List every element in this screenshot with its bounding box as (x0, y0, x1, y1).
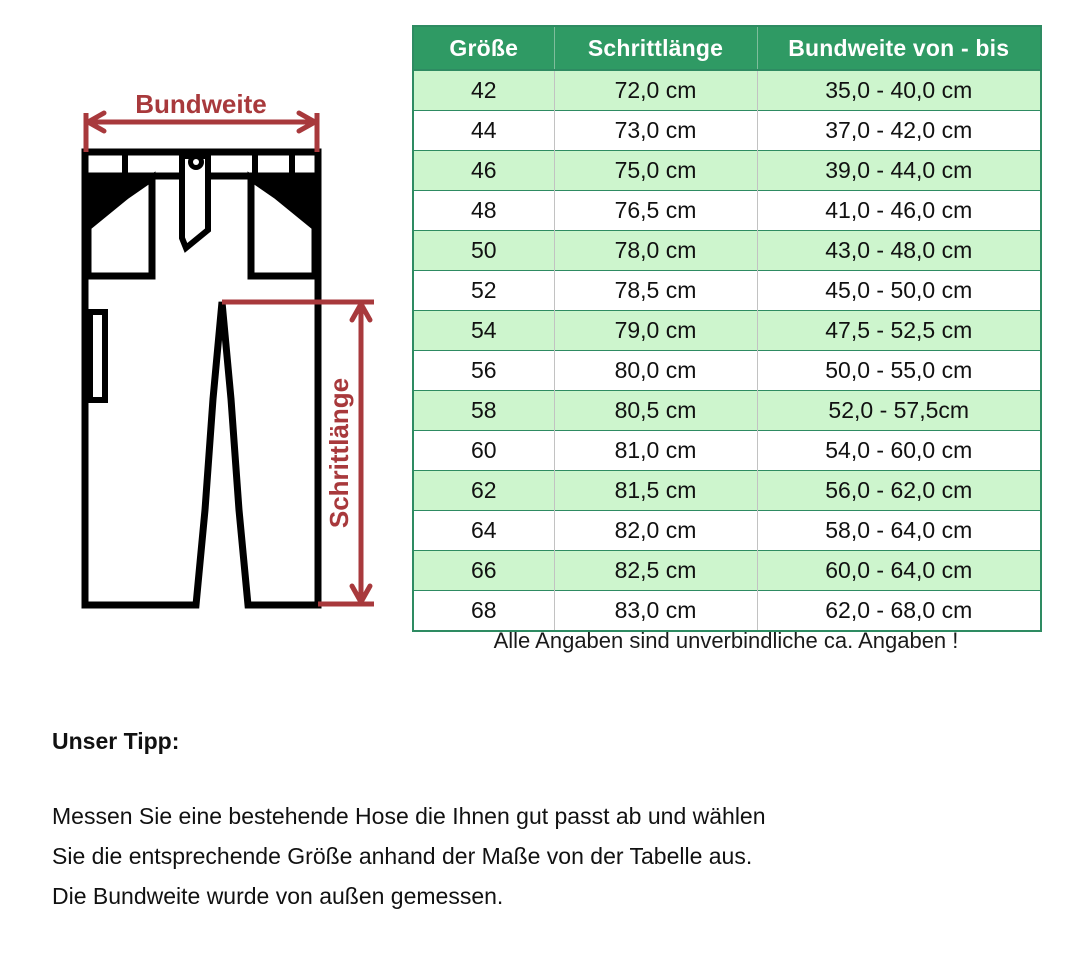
cell-bundweite: 45,0 - 50,0 cm (757, 271, 1041, 311)
cell-bundweite: 54,0 - 60,0 cm (757, 431, 1041, 471)
trouser-diagram-svg (0, 0, 400, 650)
tip-heading: Unser Tipp: (52, 728, 180, 754)
cell-groesse: 62 (413, 471, 554, 511)
table-row (413, 551, 1041, 591)
table-row (413, 391, 1041, 431)
cell-bundweite: 43,0 - 48,0 cm (757, 231, 1041, 271)
cell-schrittlaenge: 78,5 cm (554, 271, 757, 311)
cell-groesse: 56 (413, 351, 554, 391)
cell-bundweite: 35,0 - 40,0 cm (757, 70, 1041, 111)
cell-groesse: 54 (413, 311, 554, 351)
cell-bundweite: 50,0 - 55,0 cm (757, 351, 1041, 391)
size-table (412, 25, 1042, 632)
column-header-groesse: Größe (413, 26, 554, 70)
column-header-bundweite: Bundweite von - bis (757, 26, 1041, 70)
table-row (413, 191, 1041, 231)
cell-schrittlaenge: 80,0 cm (554, 351, 757, 391)
table-row (413, 111, 1041, 151)
cell-schrittlaenge: 76,5 cm (554, 191, 757, 231)
bundweite-label: Bundweite (135, 89, 267, 119)
cell-groesse: 42 (413, 70, 554, 111)
cell-bundweite: 41,0 - 46,0 cm (757, 191, 1041, 231)
cell-bundweite: 37,0 - 42,0 cm (757, 111, 1041, 151)
cell-bundweite: 60,0 - 64,0 cm (757, 551, 1041, 591)
table-footnote: Alle Angaben sind unverbindliche ca. Angaben ! (493, 628, 959, 653)
cell-bundweite: 52,0 - 57,5cm (757, 391, 1041, 431)
cell-schrittlaenge: 82,0 cm (554, 511, 757, 551)
table-row (413, 511, 1041, 551)
cell-schrittlaenge: 80,5 cm (554, 391, 757, 431)
table-row (413, 311, 1041, 351)
cell-bundweite: 39,0 - 44,0 cm (757, 151, 1041, 191)
button-icon (188, 154, 204, 170)
tip-line: Die Bundweite wurde von außen gemessen. (52, 882, 504, 909)
cell-groesse: 44 (413, 111, 554, 151)
tip-block (52, 728, 1012, 920)
size-table-container (412, 25, 1040, 632)
cell-bundweite: 58,0 - 64,0 cm (757, 511, 1041, 551)
table-row (413, 471, 1041, 511)
table-row (413, 151, 1041, 191)
cell-bundweite: 56,0 - 62,0 cm (757, 471, 1041, 511)
cell-schrittlaenge: 81,0 cm (554, 431, 757, 471)
cell-schrittlaenge: 72,0 cm (554, 70, 757, 111)
cell-groesse: 64 (413, 511, 554, 551)
size-table-body (413, 70, 1041, 631)
cell-schrittlaenge: 78,0 cm (554, 231, 757, 271)
cell-schrittlaenge: 73,0 cm (554, 111, 757, 151)
cell-groesse: 52 (413, 271, 554, 311)
table-row (413, 431, 1041, 471)
cell-bundweite: 47,5 - 52,5 cm (757, 311, 1041, 351)
cell-groesse: 58 (413, 391, 554, 431)
tip-line: Sie die entsprechende Größe anhand der Maße von der Tabelle aus. (52, 842, 753, 869)
tip-line: Messen Sie eine bestehende Hose die Ihnen gut passt ab und wählen (52, 803, 766, 829)
cell-schrittlaenge: 83,0 cm (554, 591, 757, 632)
table-row (413, 231, 1041, 271)
column-header-schrittlaenge: Schrittlänge (554, 26, 757, 70)
cell-groesse: 46 (413, 151, 554, 191)
table-row (413, 351, 1041, 391)
cell-schrittlaenge: 75,0 cm (554, 151, 757, 191)
trouser-diagram-panel (0, 0, 400, 650)
schrittlaenge-label: Schrittlänge (324, 377, 354, 529)
cell-schrittlaenge: 82,5 cm (554, 551, 757, 591)
cell-schrittlaenge: 81,5 cm (554, 471, 757, 511)
table-row (413, 271, 1041, 311)
table-row (413, 70, 1041, 111)
side-pocket-icon (90, 312, 105, 400)
cell-groesse: 48 (413, 191, 554, 231)
cell-groesse: 68 (413, 591, 554, 632)
cell-groesse: 50 (413, 231, 554, 271)
cell-schrittlaenge: 79,0 cm (554, 311, 757, 351)
tip-body (52, 801, 1012, 911)
cell-groesse: 60 (413, 431, 554, 471)
table-header-row (413, 26, 1041, 70)
cell-bundweite: 62,0 - 68,0 cm (757, 591, 1041, 632)
cell-groesse: 66 (413, 551, 554, 591)
table-row (413, 591, 1041, 632)
